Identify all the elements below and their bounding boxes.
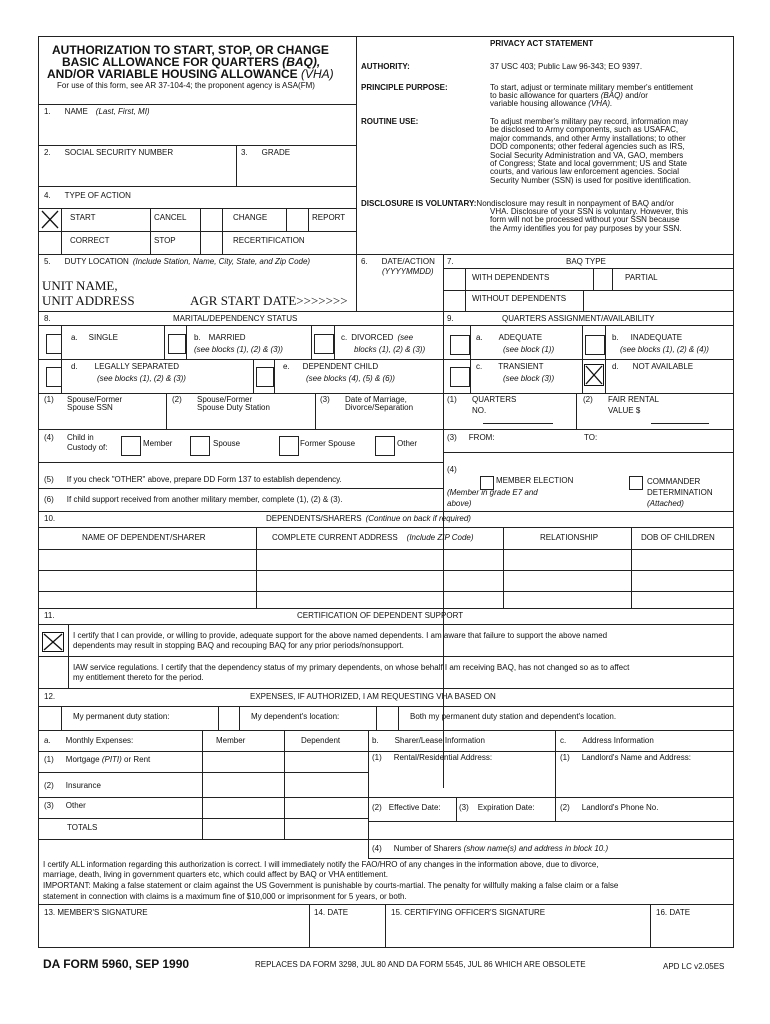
form-number: DA FORM 5960, SEP 1990 — [43, 957, 190, 971]
certify-line2: marriage, death, living in government quarters etc, which could affect by BAQ or VHA entitlement. — [43, 870, 388, 879]
disclosure-line1: DISCLOSURE IS VOLUNTARY:Nondisclosure may result in nonpayment of BAQ and/or — [361, 199, 674, 208]
replaces-notice: REPLACES DA FORM 3298, JUL 80 AND DA FORM 5545, JUL 86 WHICH ARE OBSOLETE — [255, 960, 586, 969]
duty-location-value-line2[interactable]: UNIT ADDRESS — [42, 293, 135, 308]
effective-date-field[interactable]: (2) Effective Date: — [372, 803, 441, 812]
support-cert-line2: dependents may result in stopping BAQ and recouping BAQ for any prior periods/nonsupport. — [73, 641, 404, 650]
divorced-checkbox[interactable] — [314, 334, 334, 354]
not-available-checkbox-checked[interactable] — [584, 364, 604, 386]
child-custody-label: (4) Child in Custody of: — [44, 433, 108, 452]
agr-start-date[interactable]: AGR START DATE>>>>>>> — [190, 293, 348, 308]
start-checkbox-checked[interactable] — [40, 209, 60, 230]
commander-determination-checkbox[interactable] — [629, 476, 643, 490]
inadequate-label: b. INADEQUATE — [612, 333, 683, 342]
single-label: a. SINGLE — [71, 333, 119, 342]
date-action-hint: (YYYYMMDD) — [382, 267, 434, 276]
date-action-label: 6. DATE/ACTION — [361, 257, 435, 266]
adequate-checkbox[interactable] — [450, 335, 470, 355]
purpose-line2: to basic allowance for quarters (BAQ) and/or — [490, 91, 648, 100]
status-cert-line2: my entitlement thereto for the period. — [73, 673, 204, 682]
duty-location-value-line1[interactable]: UNIT NAME, — [42, 278, 118, 293]
recertification-label: RECERTIFICATION — [233, 236, 305, 245]
expiration-date-field[interactable]: (3) Expiration Date: — [459, 803, 535, 812]
member-signature-field[interactable]: 13. MEMBER'S SIGNATURE — [44, 908, 148, 917]
block8-num: 8. — [44, 314, 51, 323]
landlord-phone-field[interactable]: (2) Landlord's Phone No. — [560, 803, 659, 812]
stop-label: STOP — [154, 236, 176, 245]
certifying-date-field[interactable]: 16. DATE — [656, 908, 691, 917]
col-dob: DOB OF CHILDREN — [641, 533, 715, 542]
purpose-line1: To start, adjust or terminate military member's entitlement — [490, 83, 693, 92]
purpose-line3: variable housing allowance (VHA). — [490, 99, 613, 108]
duty-location-label: 5. DUTY LOCATION (Include Station, Name, City, State, and Zip Code) — [44, 257, 311, 266]
form-subtitle: For use of this form, see AR 37-104-4; the proponent agency is ASA(FM) — [57, 81, 315, 90]
not-available-label: d. NOT AVAILABLE — [612, 362, 694, 371]
transient-label: c. TRANSIENT — [476, 362, 544, 371]
divorced-hint: blocks (1), (2) & (3)) — [354, 345, 426, 354]
landlord-name-field[interactable]: (1) Landlord's Name and Address: — [560, 753, 691, 762]
mortgage-rent-field[interactable]: (1) Mortgage (PITI) or Rent — [44, 755, 151, 764]
legally-separated-hint: (see blocks (1), (2) & (3)) — [97, 374, 186, 383]
dependents-heading: DEPENDENTS/SHARERS (Continue on back if required) — [266, 514, 471, 523]
certifying-officer-signature-field[interactable]: 15. CERTIFYING OFFICER'S SIGNATURE — [391, 908, 546, 917]
quarters-no-field[interactable]: (1) QUARTERS NO. — [447, 395, 517, 415]
form-title-line1: AUTHORIZATION TO START, STOP, OR CHANGE — [52, 43, 329, 57]
change-label: CHANGE — [233, 213, 268, 222]
quarters-label: QUARTERS ASSIGNMENT/AVAILABILITY — [502, 314, 655, 323]
form-title-line3: AND/OR VARIABLE HOUSING ALLOWANCE (VHA) — [47, 67, 334, 81]
insurance-field[interactable]: (2) Insurance — [44, 781, 101, 790]
member-col-label: Member — [216, 736, 246, 745]
member-election-hint2: above) — [447, 499, 472, 508]
rental-address-field[interactable]: (1) Rental/Residential Address: — [372, 753, 493, 762]
monthly-expenses-label: a. Monthly Expenses: — [44, 736, 134, 745]
custody-spouse-checkbox[interactable] — [190, 436, 210, 456]
member-election-hint1: (Member in grade E7 and — [447, 488, 538, 497]
married-hint: (see blocks (1), (2) & (3)) — [194, 345, 283, 354]
form-title-line2: BASIC ALLOWANCE FOR QUARTERS (BAQ), — [62, 55, 321, 69]
spouse-ssn-label[interactable]: (1) Spouse/Former Spouse SSN — [44, 395, 123, 412]
custody-former-spouse-checkbox[interactable] — [279, 436, 299, 456]
purpose-label: PRINCIPLE PURPOSE: — [361, 83, 448, 92]
date-of-marriage-label[interactable]: (3) Date of Marriage, Divorce/Separation — [320, 395, 414, 412]
routine-label: ROUTINE USE: — [361, 117, 419, 126]
inadequate-hint: (see blocks (1), (2) & (4)) — [620, 345, 709, 354]
block9-num: 9. — [447, 314, 454, 323]
expenses-heading: EXPENSES, IF AUTHORIZED, I AM REQUESTING VHA BASED ON — [250, 692, 496, 701]
spouse-duty-station-label[interactable]: (2) Spouse/Former Spouse Duty Station — [172, 395, 270, 412]
certify-line1: I certify ALL information regarding this authorization is correct. I will immediately notify the FAO/HRO of any changes in the information above, due to divorce, — [43, 860, 599, 869]
other-expense-field[interactable]: (3) Other — [44, 801, 86, 810]
from-field[interactable]: (3) FROM: — [447, 433, 495, 442]
transient-hint: (see block (3)) — [503, 374, 555, 383]
authority-label: AUTHORITY: — [361, 62, 410, 71]
determination-label: DETERMINATION — [647, 488, 713, 497]
grade-field[interactable]: 3. GRADE — [241, 148, 291, 157]
address-info-label: c. Address Information — [560, 736, 654, 745]
baq-type-num: 7. — [447, 257, 454, 266]
correct-label: CORRECT — [70, 236, 110, 245]
custody-former-spouse-label: Former Spouse — [300, 439, 356, 448]
dependent-child-hint: (see blocks (4), (5) & (6)) — [306, 374, 395, 383]
inadequate-checkbox[interactable] — [585, 335, 605, 355]
child-support-instruction: (6) If child support received from another military member, complete (1), (2) & (3). — [44, 495, 343, 504]
custody-other-checkbox[interactable] — [375, 436, 395, 456]
marital-status-label: MARITAL/DEPENDENCY STATUS — [173, 314, 298, 323]
dependent-col-label: Dependent — [301, 736, 341, 745]
dependent-child-checkbox[interactable] — [256, 367, 274, 387]
certification-support-heading: CERTIFICATION OF DEPENDENT SUPPORT — [297, 611, 464, 620]
important-line1: IMPORTANT: Making a false statement or claim against the US Government is punishable by courts-martial. The penalty for willfully making a false claim or a false — [43, 881, 619, 890]
ssn-field[interactable]: 2. SOCIAL SECURITY NUMBER — [44, 148, 174, 157]
support-certify-checkbox-checked[interactable] — [42, 632, 64, 652]
commander-label: COMMANDER — [647, 477, 701, 486]
to-field[interactable]: TO: — [584, 433, 598, 442]
custody-spouse-label: Spouse — [213, 439, 241, 448]
custody-member-checkbox[interactable] — [121, 436, 141, 456]
married-checkbox[interactable] — [168, 334, 186, 354]
with-dependents-option[interactable]: WITH DEPENDENTS — [472, 273, 550, 282]
cancel-label: CANCEL — [154, 213, 187, 222]
other-instruction: (5) If you check "OTHER" above, prepare DD Form 137 to establish dependency. — [44, 475, 342, 484]
routine-text: To adjust member's military pay record, information may be disclosed to Army components, such as USAFAC, major commands, and other Army installations; to other DOD components; other federal agencies such as IRS, Social Security Administration and VA, GAO, members of Congress; State and local government; US and State courts, and various law enforcement agencies. Social Security Number (SSN) is used for positive identification. — [490, 117, 691, 185]
custody-member-label: Member — [143, 439, 173, 448]
totals-label: TOTALS — [67, 823, 98, 832]
single-checkbox[interactable] — [46, 334, 62, 354]
adequate-hint: (see block (1)) — [503, 345, 555, 354]
opt-both[interactable]: Both my permanent duty station and dependent's location. — [410, 712, 617, 721]
important-line2: statement in connection with claims is a maximum fine of $10,000 or imprisonment for 5 years, or both. — [43, 892, 407, 901]
disclosure-text: VHA. Disclosure of your SSN is voluntary. However, this form will not be processed without your SSN because the Army identifies you for pay purposes by your SSN. — [490, 207, 689, 233]
type-of-action-label: 4. TYPE OF ACTION — [44, 191, 131, 200]
block11-num: 11. — [44, 611, 55, 620]
transient-checkbox[interactable] — [450, 367, 470, 387]
block12-num: 12. — [44, 692, 56, 701]
col-relationship: RELATIONSHIP — [540, 533, 599, 542]
privacy-heading: PRIVACY ACT STATEMENT — [490, 39, 594, 48]
divorced-label: c. DIVORCED (see — [341, 333, 414, 342]
number-of-sharers-field[interactable]: (4) Number of Sharers (show name(s) and address in block 10.) — [372, 844, 609, 853]
baq-type-label: BAQ TYPE — [566, 257, 606, 266]
fair-rental-value-field[interactable]: (2) FAIR RENTAL VALUE $ — [583, 395, 659, 415]
opt-dependent-location[interactable]: My dependent's location: — [251, 712, 340, 721]
custody-other-label: Other — [397, 439, 418, 448]
without-dependents-option[interactable]: WITHOUT DEPENDENTS — [472, 294, 567, 303]
version-label: APD LC v2.05ES — [663, 962, 725, 971]
sharer-lease-label: b. Sharer/Lease Information — [372, 736, 485, 745]
attached-label: (Attached) — [647, 499, 684, 508]
report-label: REPORT — [312, 213, 346, 222]
member-election-label: MEMBER ELECTION — [496, 476, 574, 485]
dependent-child-label: e. DEPENDENT CHILD — [283, 362, 379, 371]
support-cert-line1: I certify that I can provide, or willing to provide, adequate support for the above named dependents. I am aware that failure to support the above named — [73, 631, 608, 640]
status-cert-line1: IAW service regulations. I certify that the dependency status of my primary dependents, on whose behalf I am receiving BAQ, has not changed so as to affect — [73, 663, 630, 672]
opt-duty-station[interactable]: My permanent duty station: — [73, 712, 170, 721]
married-label: b. MARRIED — [194, 333, 246, 342]
partial-option[interactable]: PARTIAL — [625, 273, 658, 282]
start-label: START — [70, 213, 96, 222]
legally-separated-checkbox[interactable] — [46, 367, 62, 387]
block9-4-num: (4) — [447, 465, 457, 474]
block10-num: 10. — [44, 514, 56, 523]
name-field[interactable]: 1. NAME (Last, First, MI) — [44, 107, 150, 116]
col-name: NAME OF DEPENDENT/SHARER — [82, 533, 206, 542]
legally-separated-label: d. LEGALLY SEPARATED — [71, 362, 180, 371]
member-date-field[interactable]: 14. DATE — [314, 908, 349, 917]
authority-text: 37 USC 403; Public Law 96-343; EO 9397. — [490, 62, 643, 71]
col-address: COMPLETE CURRENT ADDRESS (Include ZIP Code) — [272, 533, 474, 542]
adequate-label: a. ADEQUATE — [476, 333, 543, 342]
